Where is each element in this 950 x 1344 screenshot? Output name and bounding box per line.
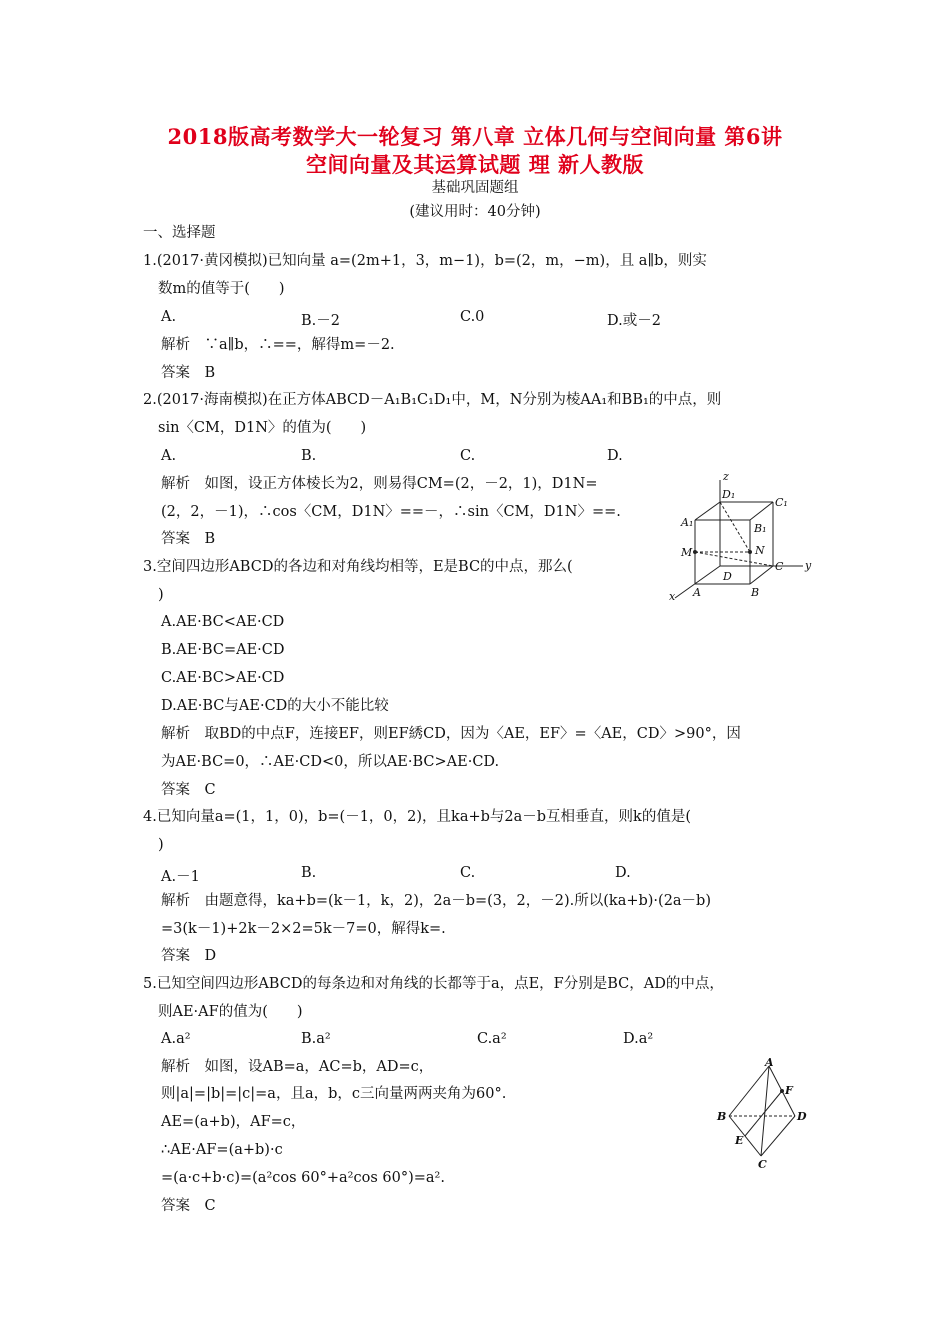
q3-option-d: D.AE·BC与AE·CD的大小不能比较 [161,698,389,714]
q2-stem-line-1: 2.(2017·海南模拟)在正方体ABCD－A₁B₁C₁D₁中，M，N分别为棱AA₁和BB₁的中点，则 [143,392,722,408]
fig1-label-n: N [755,544,765,557]
q5-option-c: C.a² [477,1031,507,1047]
fig1-label-x: x [669,590,676,602]
fig1-label-d1: D₁ [722,488,736,501]
fig1-label-a1: A₁ [681,516,694,529]
q1-option-d: D.或－2 [607,313,661,329]
fig2-label-a: A [765,1058,774,1069]
fig1-label-b: B [751,586,760,599]
q1-analysis: 解析 ∵a∥b，∴==，解得m=－2. [161,337,395,353]
q1-option-b: B.－2 [301,313,340,329]
fig1-label-a: A [693,586,701,599]
q2-stem-line-2: sin〈CM，D1N〉的值为( ) [158,420,367,436]
q1-option-c: C.0 [460,309,485,325]
q5-stem-line-2: 则AE·AF的值为( ) [158,1004,303,1020]
q2-option-c: C. [460,448,476,464]
q5-option-b: B.a² [301,1031,331,1047]
q1-stem-line-1: 1.(2017·黄冈模拟)已知向量 a=(2m+1，3，m−1)，b=(2，m，−m)，且 a∥b，则实 [143,253,707,269]
fig1-label-b1: B₁ [754,522,767,535]
q5-analysis-line-4: ∴AE·AF=(a+b)·c [161,1142,283,1158]
q4-option-b: B. [301,865,317,881]
q1-option-a: A. [161,309,177,325]
q4-option-a: A.－1 [161,869,200,885]
group-heading: 基础巩固题组 [431,180,519,196]
q4-answer: 答案 D [161,948,217,964]
q5-analysis-line-1: 解析 如图，设AB=a，AC=b，AD=c， [161,1059,434,1075]
fig2-label-e: E [735,1134,744,1147]
fig2-label-d: D [797,1110,807,1123]
q5-option-d: D.a² [623,1031,654,1047]
doc-title-line-1: 2018版高考数学大一轮复习 第八章 立体几何与空间向量 第6讲 [167,124,783,149]
doc-title-line-2: 空间向量及其运算试题 理 新人教版 [305,152,645,177]
fig1-label-y: y [805,559,812,572]
q3-option-c: C.AE·BC>AE·CD [161,670,285,686]
q2-option-a: A. [161,448,177,464]
suggested-time: (建议用时：40分钟) [409,204,541,220]
q3-analysis-line-1: 解析 取BD的中点F，连接EF，则EF綉CD，因为〈AE，EF〉=〈AE，CD〉>90°，因 [161,726,741,742]
q5-analysis-line-2: 则|a|=|b|=|c|=a，且a，b，c三向量两两夹角为60°. [161,1086,507,1102]
q2-analysis-line-1: 解析 如图，设正方体棱长为2，则易得CM=(2，－2，1)，D1N= [161,476,598,492]
cube-figure [665,470,815,602]
q3-analysis-line-2: 为AE·BC=0，∴AE·CD<0，所以AE·BC>AE·CD. [161,754,500,770]
q4-option-d: D. [615,865,631,881]
fig1-label-z: z [723,470,729,483]
q3-option-b: B.AE·BC=AE·CD [161,642,285,658]
q2-analysis-line-2: (2，2，－1)，∴cos〈CM，D1N〉==－，∴sin〈CM，D1N〉==. [161,504,621,520]
q5-stem-line-1: 5.已知空间四边形ABCD的每条边和对角线的长都等于a，点E，F分别是BC，AD的中点， [143,976,724,992]
fig1-label-m: M [681,546,693,559]
q3-stem-line-1: 3.空间四边形ABCD的各边和对角线均相等，E是BC的中点，那么( [143,559,573,575]
fig2-label-c: C [758,1158,767,1170]
q5-analysis-line-3: AE=(a+b)，AF=c， [161,1114,306,1130]
q2-answer: 答案 B [161,531,216,547]
q3-option-a: A.AE·BC<AE·CD [161,614,285,630]
q2-option-d: D. [607,448,623,464]
q4-analysis-line-2: =3(k－1)+2k－2×2=5k－7=0，解得k=. [161,921,446,937]
q2-option-b: B. [301,448,317,464]
q5-analysis-line-5: =(a·c+b·c)=(a²cos 60°+a²cos 60°)=a². [161,1170,445,1186]
fig2-label-f: F [785,1084,793,1097]
fig2-label-b: B [717,1110,727,1123]
section-heading: 一、选择题 [143,225,216,241]
q4-analysis-line-1: 解析 由题意得，ka+b=(k－1，k，2)，2a－b=(3，2，－2).所以(ka+b)·(2a－b) [161,893,711,909]
q4-stem-line-1: 4.已知向量a=(1，1，0)，b=(－1，0，2)，且ka+b与2a－b互相垂直，则k的值是( [143,809,691,825]
q5-option-a: A.a² [161,1031,191,1047]
q4-stem-line-2: ) [158,837,164,853]
q5-answer: 答案 C [161,1198,216,1214]
q4-option-c: C. [460,865,476,881]
fig1-label-c1: C₁ [775,496,788,509]
q1-answer: 答案 B [161,365,216,381]
tetrahedron-figure [715,1058,815,1170]
q3-stem-line-2: ) [158,587,164,603]
q1-stem-line-2: 数m的值等于( ) [158,281,285,297]
q3-answer: 答案 C [161,782,216,798]
fig1-label-c: C [775,560,784,573]
fig1-label-d: D [723,570,732,583]
